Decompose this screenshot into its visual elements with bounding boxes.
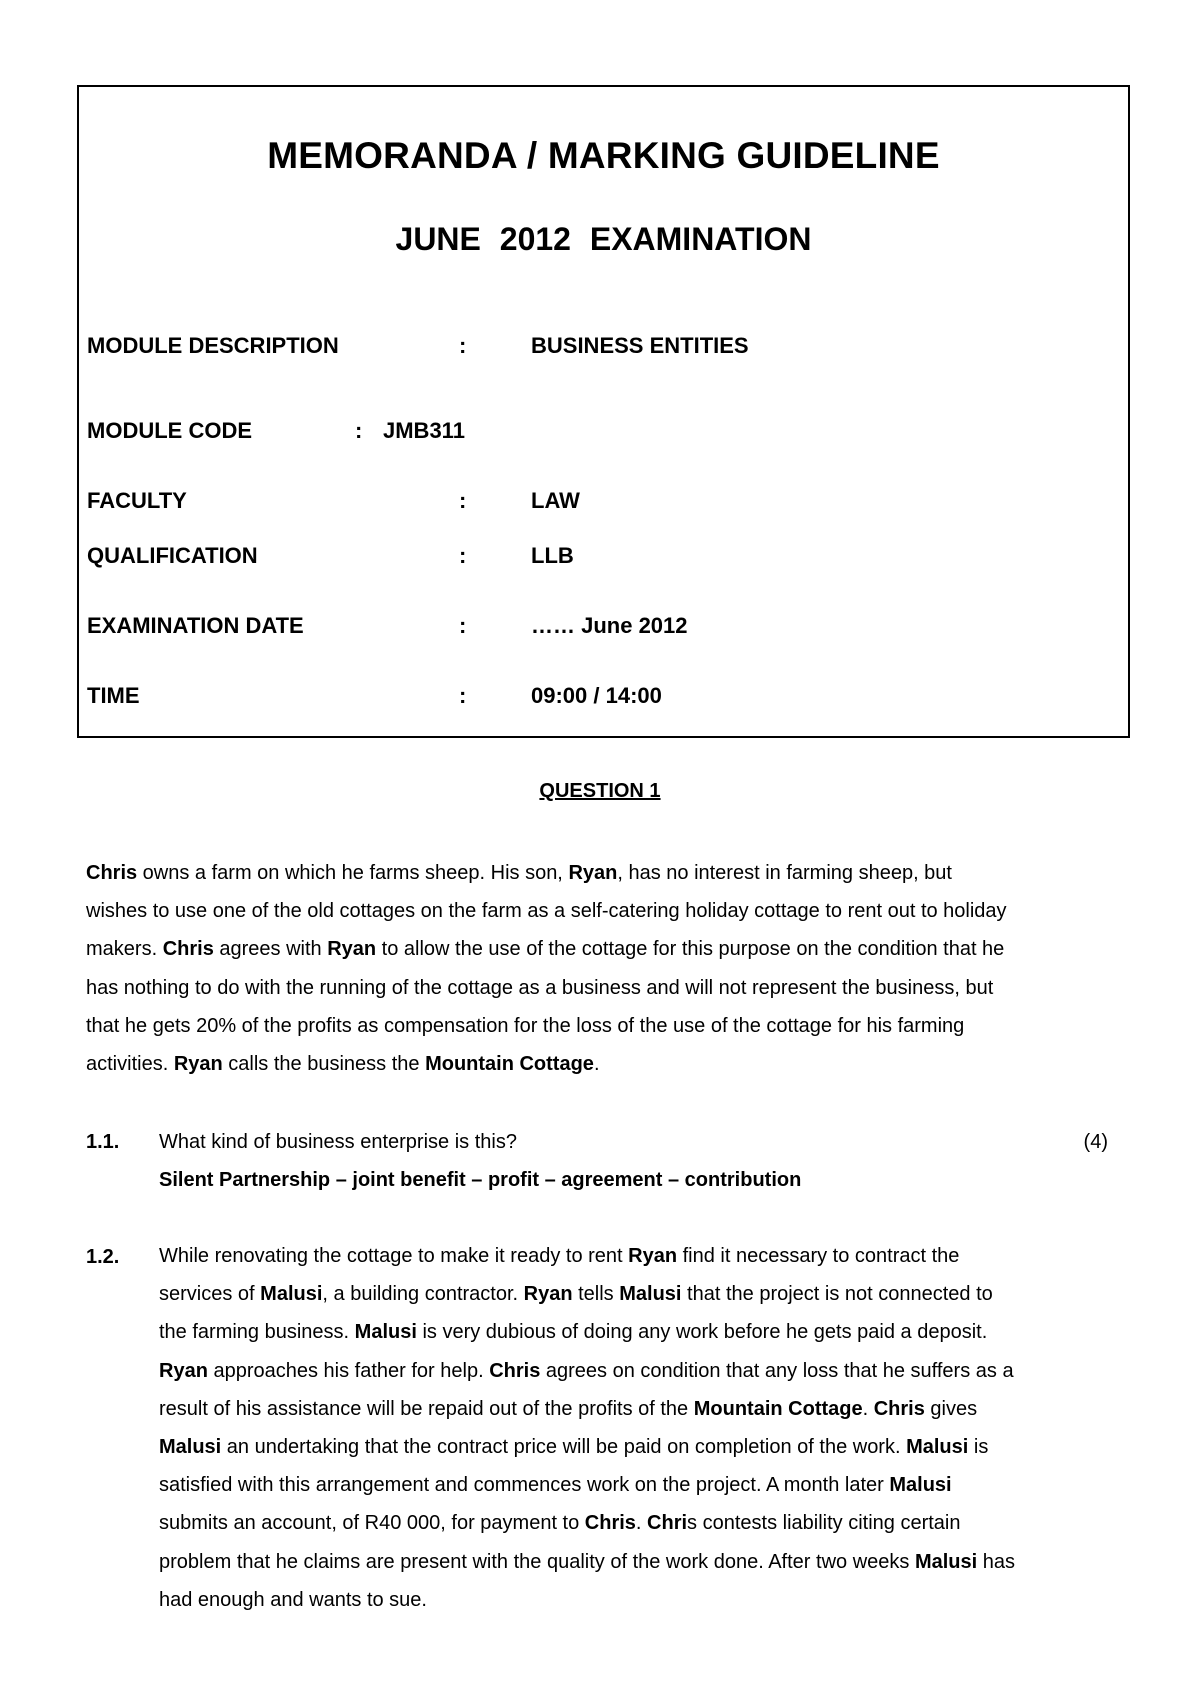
bold-name-run: Chris bbox=[162, 938, 214, 961]
item-2-line bbox=[159, 1504, 1015, 1542]
bold-name-run: Ryan bbox=[159, 1359, 208, 1382]
bold-name-run: Mountain Cottage bbox=[693, 1397, 863, 1420]
item-1-number: 1.1. bbox=[86, 1131, 120, 1153]
text-run: that the project is not connected to bbox=[681, 1283, 993, 1306]
item-2-line bbox=[159, 1352, 1015, 1390]
item-2-line bbox=[159, 1275, 1015, 1313]
field-faculty bbox=[87, 486, 1120, 516]
text-run: an undertaking that the contract price will be paid on completion of the work. bbox=[221, 1436, 907, 1459]
item-2-line bbox=[159, 1390, 1015, 1428]
text-run: agrees on condition that any loss that he suffers as a bbox=[540, 1359, 1014, 1382]
item-2-line bbox=[159, 1237, 1015, 1275]
bold-name-run: Ryan bbox=[173, 1053, 223, 1076]
field-separator: : bbox=[459, 333, 467, 358]
bold-name-run: Chri bbox=[647, 1512, 688, 1535]
bold-name-run: Chris bbox=[873, 1397, 925, 1420]
text-run: is bbox=[968, 1436, 989, 1459]
bold-name-run: Chris bbox=[584, 1512, 636, 1535]
text-run: approaches his father for help. bbox=[207, 1359, 490, 1382]
item-2-text bbox=[159, 1237, 1015, 1619]
text-run: , a building contractor. bbox=[322, 1283, 524, 1306]
field-separator: : bbox=[459, 488, 467, 513]
bold-name-run: Ryan bbox=[327, 938, 377, 961]
bold-name-run: Ryan bbox=[568, 862, 618, 884]
field-separator: : bbox=[459, 683, 467, 708]
field-module-description bbox=[87, 331, 1120, 361]
text-run: problem that he claims are present with the quality of the work done. After two weeks bbox=[159, 1550, 915, 1573]
bold-name-run: Malusi bbox=[159, 1436, 222, 1459]
field-label: MODULE DESCRIPTION bbox=[87, 333, 339, 358]
document-title: MEMORANDA / MARKING GUIDELINE bbox=[267, 135, 940, 176]
field-value: 09:00 / 14:00 bbox=[531, 683, 662, 708]
bold-name-run: Chris bbox=[489, 1359, 541, 1382]
text-run: find it necessary to contract the bbox=[677, 1245, 960, 1267]
text-run: . bbox=[635, 1512, 648, 1535]
field-value: LAW bbox=[531, 488, 580, 513]
text-run: had enough and wants to sue. bbox=[159, 1588, 427, 1611]
field-time bbox=[87, 681, 1120, 711]
item-2-number: 1.2. bbox=[86, 1246, 120, 1268]
bold-name-run: Ryan bbox=[523, 1283, 573, 1306]
header-box bbox=[77, 85, 1130, 738]
intro-line bbox=[86, 1045, 1007, 1083]
question-heading: QUESTION 1 bbox=[539, 780, 661, 802]
field-label: FACULTY bbox=[87, 488, 187, 513]
intro-line bbox=[86, 854, 1007, 892]
field-value: …… June 2012 bbox=[531, 613, 688, 638]
bold-name-run: Malusi bbox=[906, 1436, 969, 1459]
text-run: submits an account, of R40 000, for payment to bbox=[159, 1512, 585, 1535]
question-intro bbox=[86, 854, 1007, 1083]
item-1-marks: (4) bbox=[1083, 1131, 1108, 1153]
bold-name-run: Ryan bbox=[628, 1245, 678, 1267]
text-run: has bbox=[977, 1550, 1015, 1573]
text-run: . bbox=[862, 1397, 874, 1420]
field-separator: : bbox=[459, 613, 467, 638]
field-label: MODULE CODE bbox=[87, 418, 252, 443]
bold-name-run: Chris bbox=[86, 862, 138, 884]
field-label: TIME bbox=[87, 683, 140, 708]
bold-name-run: Malusi bbox=[260, 1283, 323, 1306]
intro-line bbox=[86, 892, 1007, 930]
field-value: BUSINESS ENTITIES bbox=[531, 333, 749, 358]
intro-line bbox=[86, 969, 1007, 1007]
text-run: that he gets 20% of the profits as compensation for the loss of the use of the cottage for his farming bbox=[86, 1014, 965, 1037]
bold-name-run: Malusi bbox=[354, 1321, 417, 1344]
field-qualification bbox=[87, 541, 1120, 571]
item-2-line bbox=[159, 1543, 1015, 1581]
intro-line bbox=[86, 930, 1007, 968]
bold-name-run: Malusi bbox=[619, 1283, 682, 1306]
text-run: satisfied with this arrangement and commences work on the project. A month later bbox=[159, 1474, 890, 1497]
intro-line bbox=[86, 1007, 1007, 1045]
bold-name-run: Mountain Cottage bbox=[425, 1053, 594, 1076]
text-run: result of his assistance will be repaid out of the profits of the bbox=[159, 1397, 694, 1420]
field-module-code bbox=[87, 416, 1120, 446]
field-value: JMB311 bbox=[383, 418, 465, 443]
item-1-text: What kind of business enterprise is this? bbox=[159, 1131, 517, 1153]
text-run: owns a farm on which he farms sheep. His son, bbox=[137, 862, 569, 884]
field-separator: : bbox=[355, 418, 363, 443]
field-label: EXAMINATION DATE bbox=[87, 613, 304, 638]
item-2-line bbox=[159, 1466, 1015, 1504]
item-2-line bbox=[159, 1313, 1015, 1351]
field-examination-date bbox=[87, 611, 1120, 641]
text-run: agrees with bbox=[213, 938, 328, 961]
text-run: . bbox=[593, 1053, 600, 1076]
text-run: services of bbox=[159, 1283, 261, 1306]
text-run: the farming business. bbox=[159, 1321, 355, 1344]
field-value: LLB bbox=[531, 543, 574, 568]
item-1-answer: Silent Partnership – joint benefit – profit – agreement – contribution bbox=[159, 1169, 802, 1191]
text-run: makers. bbox=[86, 938, 163, 961]
text-run: gives bbox=[924, 1397, 978, 1420]
text-run: activities. bbox=[86, 1053, 174, 1076]
text-run: to allow the use of the cottage for this purpose on the condition that he bbox=[376, 938, 1005, 961]
text-run: , has no interest in farming sheep, but bbox=[617, 862, 952, 884]
text-run: calls the business the bbox=[222, 1053, 426, 1076]
text-run: While renovating the cottage to make it ready to rent bbox=[159, 1245, 629, 1267]
bold-name-run: Malusi bbox=[914, 1550, 978, 1573]
text-run: wishes to use one of the old cottages on the farm as a self-catering holiday cottage to rent out to holiday bbox=[86, 900, 1007, 923]
text-run: has nothing to do with the running of the cottage as a business and will not represent the business, but bbox=[86, 976, 994, 999]
text-run: is very dubious of doing any work before he gets paid a deposit. bbox=[416, 1321, 988, 1344]
bold-name-run: Malusi bbox=[889, 1474, 952, 1497]
item-2-line bbox=[159, 1428, 1015, 1466]
exam-subtitle: JUNE 2012 EXAMINATION bbox=[395, 221, 812, 257]
field-label: QUALIFICATION bbox=[87, 543, 258, 568]
text-run: s contests liability citing certain bbox=[687, 1512, 961, 1535]
text-run: tells bbox=[572, 1283, 620, 1306]
item-2-line bbox=[159, 1581, 1015, 1619]
field-separator: : bbox=[459, 543, 467, 568]
